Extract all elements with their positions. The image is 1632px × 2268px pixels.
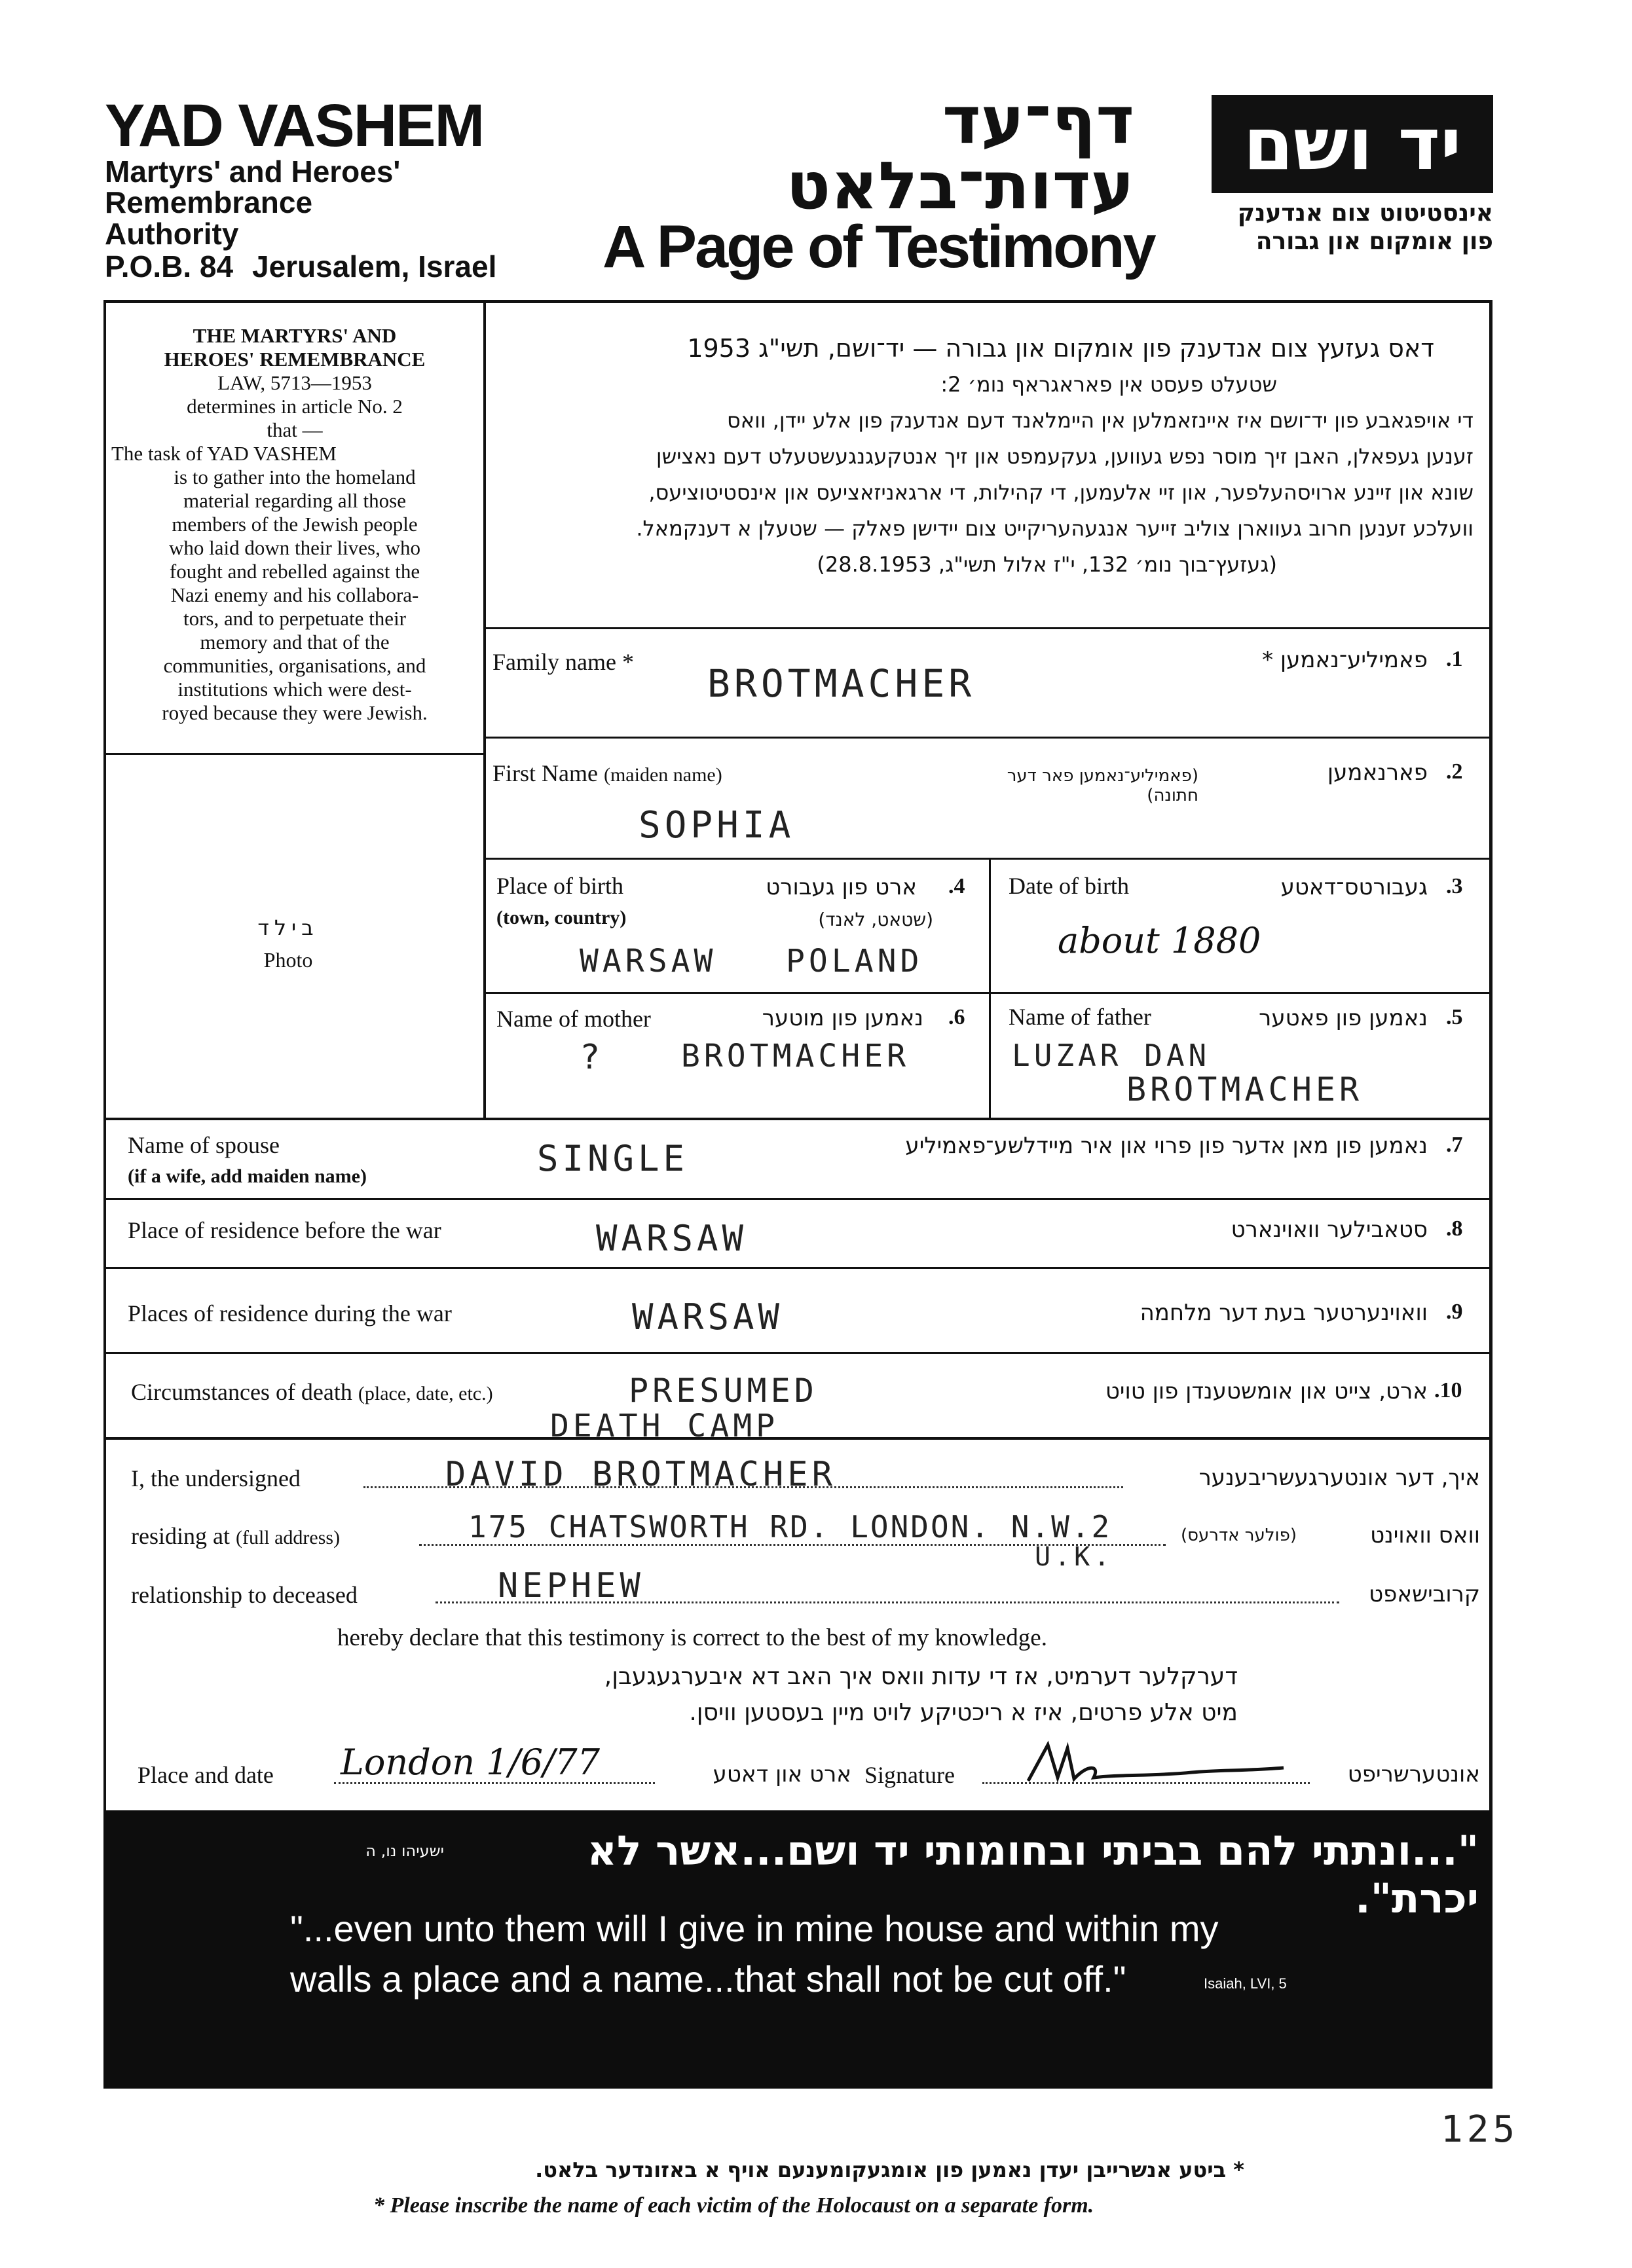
address-field-country[interactable]: U.K. [1035, 1542, 1114, 1572]
law-line: memory and that of the [200, 631, 390, 653]
family-name-field[interactable]: BROTMACHER [707, 661, 976, 706]
field-number-9: .9 [1446, 1300, 1463, 1324]
law-he-line: דאס געזעץ צום אנדענק פון אומקום און גבורה — יד־ושם, תשי"ג 1953 [687, 334, 1434, 363]
org-title: YAD VASHEM [105, 92, 484, 159]
logo-subtitle-1: אינסטיטוט צום אנדענק [1237, 200, 1493, 227]
first-name-label-hebrew: פארנאמען [1327, 759, 1428, 786]
father-label: Name of father [1009, 1004, 1151, 1030]
declaration-hebrew-2: מיט אלע פרטים, איז א ריכטיקע לויט מיין בעסטען וויסן. [689, 1699, 1238, 1726]
residing-label-text: residing at [131, 1523, 230, 1549]
father-label-hebrew: נאמען פון פאטער [1259, 1005, 1428, 1031]
page-title: A Page of Testimony [603, 213, 1155, 280]
first-name-label-sub: (maiden name) [603, 764, 722, 786]
row8-bottom [103, 1267, 1492, 1269]
field-number-8: .8 [1446, 1216, 1463, 1241]
residing-label [131, 1522, 340, 1550]
death-circumstances-field-2[interactable]: DEATH CAMP [550, 1408, 779, 1444]
mother-unknown-mark: ? [580, 1038, 604, 1077]
declaration-statement: hereby declare that this testimony is correct to the best of my knowledge. [337, 1624, 1047, 1651]
residing-label-hebrew: וואס וואוינט [1370, 1522, 1480, 1548]
law-line: royed because they were Jewish. [162, 701, 428, 724]
undersigned-label: I, the undersigned [131, 1465, 301, 1491]
field-number-10: .10 [1434, 1378, 1462, 1402]
scripture-banner [103, 1810, 1493, 2089]
relationship-field[interactable]: NEPHEW [498, 1566, 644, 1605]
field-number-4: .4 [948, 874, 965, 898]
death-circumstances-field-1[interactable]: PRESUMED [629, 1372, 818, 1410]
verse-hebrew: "...ונתתי להם בביתי ובחומותי יד ושם...אשר לא יכרת". [587, 1827, 1479, 1922]
verse-english-1: "...even unto them will I give in mine house and within my [290, 1908, 1219, 1949]
law-line: LAW, 5713—1953 [217, 371, 372, 394]
photo-label-hebrew: בילד [257, 915, 319, 940]
law-line: Nazi enemy and his collabora- [170, 583, 419, 606]
field-number-2: .2 [1446, 759, 1463, 784]
residence-before-field[interactable]: WARSAW [596, 1218, 748, 1259]
place-of-birth-label: Place of birth [496, 873, 623, 899]
row2-bottom [485, 858, 1491, 860]
death-label [131, 1378, 493, 1406]
law-box [111, 324, 478, 725]
spouse-field[interactable]: SINGLE [537, 1138, 689, 1179]
mother-label-hebrew: נאמען פון מוטער [762, 1005, 923, 1031]
org-subtitle-1: Martyrs' and Heroes' [105, 155, 401, 189]
law-line: is to gather into the homeland [174, 466, 416, 488]
logo-text: יד ושם [1243, 102, 1462, 186]
title-hebrew-2: עדות־בלאט [786, 147, 1134, 224]
law-he-bottom [485, 627, 1491, 629]
signature-image[interactable] [1022, 1738, 1297, 1791]
row56-bottom [103, 1118, 1492, 1120]
place-of-birth-label-hebrew-sub: (שטאט, לאנד) [818, 909, 933, 930]
address-field[interactable]: 175 CHATSWORTH RD. LONDON. N.W.2 [468, 1509, 1112, 1545]
residence-before-label-hebrew: סטאבילער וואוינארט [1231, 1216, 1428, 1243]
law-line: HEROES' REMEMBRANCE [164, 348, 426, 371]
place-date-label: Place and date [138, 1762, 274, 1788]
residence-during-label: Places of residence during the war [128, 1300, 452, 1326]
title-hebrew-1: דף־עד [942, 82, 1134, 158]
law-he-line: זענען געפאלן, האבן זיך מוסר נפש געווען, געקעמפט און זיך אנטקעגנגעשטעלט דעם נאצישן [656, 444, 1474, 469]
date-of-birth-label: Date of birth [1009, 873, 1129, 899]
law-line: determines in article No. 2 [187, 395, 403, 418]
org-subtitle-2: Remembrance [105, 185, 313, 219]
spouse-label-sub: (if a wife, add maiden name) [128, 1165, 367, 1187]
signature-stroke [1028, 1745, 1284, 1781]
footer-note: * Please inscribe the name of each victim of the Holocaust on a separate form. [373, 2193, 1094, 2218]
law-hebrew [498, 331, 1474, 583]
family-name-label: Family name * [492, 649, 634, 675]
residence-during-field[interactable]: WARSAW [632, 1296, 784, 1338]
residing-label-hebrew-sub: (פולער אדרעס) [1181, 1526, 1297, 1545]
signature-label-hebrew: אונטערשריפט [1347, 1761, 1480, 1787]
law-line: tors, and to perpetuate their [183, 607, 407, 630]
law-line: THE MARTYRS' AND [193, 324, 397, 347]
field-number-7: .7 [1446, 1133, 1463, 1157]
footer-note-hebrew: * ביטע אנשרייבן יעדן נאמען פון אומגעקומענעם אויף א באזונדער בלאט. [535, 2157, 1244, 2182]
undersigned-name-field[interactable]: DAVID BROTMACHER [445, 1455, 836, 1494]
date-of-birth-field[interactable]: about 1880 [1058, 920, 1261, 961]
date-of-birth-label-hebrew: געבורטס־דאטע [1280, 874, 1428, 900]
first-name-label-text: First Name [492, 760, 598, 786]
declaration-hebrew-1: דערקלער דערמיט, אז די עדות וואס איך האב דא איבערגעגעבן, [604, 1663, 1238, 1690]
row34-divider [989, 859, 991, 1118]
row34-bottom [485, 992, 1491, 994]
death-label-sub: (place, date, etc.) [358, 1383, 493, 1404]
row9-bottom [103, 1352, 1492, 1354]
first-name-field[interactable]: SOPHIA [639, 804, 795, 847]
law-line: members of the Jewish people [172, 513, 418, 536]
place-of-birth-label-hebrew: ארט פון געבורט [766, 874, 917, 900]
law-line: institutions which were dest- [177, 678, 412, 701]
law-box-bottom [103, 753, 485, 755]
law-line: that — [267, 418, 323, 441]
law-line: material regarding all those [183, 489, 406, 512]
law-line: who laid down their lives, who [168, 536, 420, 559]
verse-english-2: walls a place and a name...that shall not be cut off." [290, 1958, 1126, 2000]
verse-reference-hebrew: ישעיהו נו, ה [365, 1842, 444, 1860]
signature-label: Signature [864, 1762, 955, 1788]
spouse-label-hebrew: נאמען פון מאן אדער פון פרוי און איר מיידלשע־פאמיליע [905, 1133, 1428, 1159]
law-he-line: שטעלט פעסט אין פאראגראף נומ׳ 2: [940, 372, 1277, 397]
org-subtitle-3: Authority [105, 217, 239, 251]
field-number-1: .1 [1446, 647, 1463, 671]
law-line: communities, organisations, and [163, 654, 426, 677]
relationship-label-hebrew: קרובישאפט [1369, 1581, 1480, 1607]
yad-vashem-logo [1212, 95, 1493, 193]
photo-label: Photo [263, 948, 313, 972]
place-of-birth-town-field[interactable]: WARSAW [580, 943, 717, 979]
spouse-label: Name of spouse [128, 1132, 280, 1158]
father-name-field-2[interactable]: BROTMACHER [1126, 1070, 1363, 1108]
law-line: fought and rebelled against the [169, 560, 420, 583]
residing-label-sub: (full address) [235, 1527, 341, 1548]
law-he-line: וועלכע זענען חרוב געווארן צוליב זייער אנגעהעריקייט צום יידישן פאלק — שטעלן א דענקמאל. [636, 516, 1474, 541]
page-number: 125 [1441, 2108, 1519, 2151]
relationship-label: relationship to deceased [131, 1582, 358, 1608]
death-label-hebrew: ארט, צייט און אומשטענדן פון טויט [1105, 1378, 1428, 1404]
first-name-label [492, 759, 722, 787]
verse-reference: Isaiah, LVI, 5 [1204, 1975, 1287, 1992]
first-name-label-hebrew-sub: (פאמיליע־נאמען פאר דער חתונה) [1007, 766, 1198, 805]
row10-bottom [103, 1437, 1492, 1440]
field-number-3: .3 [1446, 874, 1463, 898]
mother-name-field[interactable]: BROTMACHER [681, 1038, 910, 1074]
undersigned-label-hebrew: איך, דער אונטערגעשריבענער [1198, 1465, 1480, 1491]
residence-before-label: Place of residence before the war [128, 1217, 441, 1243]
place-of-birth-country-field[interactable]: POLAND [786, 943, 923, 979]
place-date-label-hebrew: ארט און דאטע [713, 1761, 851, 1787]
frame-top [103, 300, 1492, 303]
po-box: P.O.B. 84 [105, 249, 234, 284]
row7-bottom [103, 1198, 1492, 1200]
mother-label: Name of mother [496, 1006, 651, 1032]
row1-bottom [485, 737, 1491, 739]
field-number-6: .6 [948, 1005, 965, 1029]
logo-subtitle-2: פון אומקום און גבורה [1255, 228, 1493, 255]
left-column-divider [483, 300, 486, 1118]
field-number-5: .5 [1446, 1005, 1463, 1029]
place-of-birth-label-sub: (town, country) [496, 907, 627, 928]
death-label-text: Circumstances of death [131, 1379, 352, 1405]
law-he-line: שונא און זיינע ארויסהעלפער, און זיי אלעמען, די קהילות, די ארגאניזאציעס און אינסטיטוציעס, [648, 480, 1474, 505]
father-name-field-1[interactable]: LUZAR DAN [1012, 1038, 1211, 1073]
family-name-label-hebrew: פאמיליע־נאמען * [1262, 647, 1428, 673]
city: Jerusalem, Israel [252, 249, 497, 284]
place-date-field[interactable]: London 1/6/77 [341, 1742, 600, 1783]
residence-during-label-hebrew: וואוינערטער בעת דער מלחמה [1140, 1300, 1428, 1326]
law-he-line: די אויפגאבע פון יד־ושם איז איינזאמלען אין היימלאנד דעם אנדענק פון אלע יידן, וואס [726, 408, 1474, 433]
law-he-line: (געזעץ־בוך נומ׳ 132, י"ז אלול תשי"ג, 28.8.1953) [817, 552, 1277, 577]
law-line: The task of YAD VASHEM [111, 442, 337, 465]
